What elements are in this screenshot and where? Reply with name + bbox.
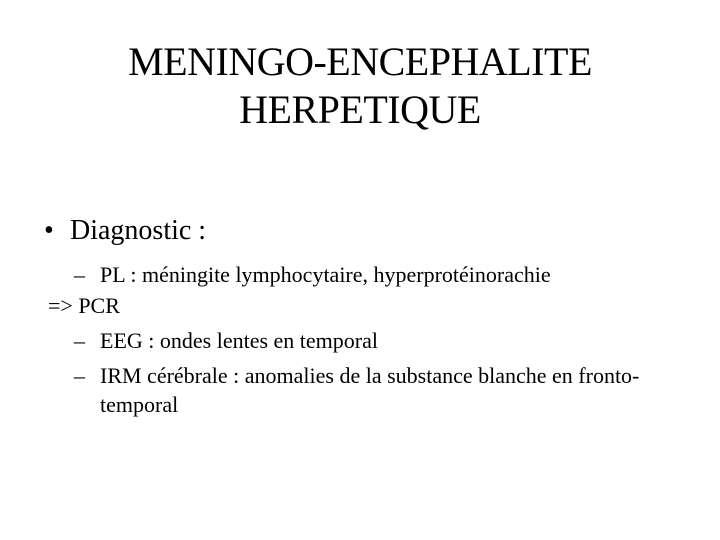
dash-marker: – — [74, 262, 85, 287]
bullet-diagnostic — [44, 214, 206, 248]
dash-marker: – — [74, 328, 85, 353]
slide-title-line-2: HERPETIQUE — [239, 87, 481, 132]
sub-item-text: PL : méningite lymphocytaire, hyperprotéinorachie — [100, 262, 551, 287]
dash-marker: – — [74, 363, 85, 388]
sub-item-text: => PCR — [48, 293, 120, 318]
sub-item-text: EEG : ondes lentes en temporal — [100, 328, 378, 353]
bullet-text: Diagnostic : — [70, 215, 207, 246]
slide-title-line-1: MENINGO-ENCEPHALITE — [128, 39, 592, 84]
slide-title — [60, 38, 660, 134]
sub-item-text: IRM cérébrale : anomalies de la substance blanche en fronto-temporal — [100, 363, 640, 417]
bullet-marker: • — [44, 215, 54, 246]
sub-item-pcr — [48, 291, 120, 320]
